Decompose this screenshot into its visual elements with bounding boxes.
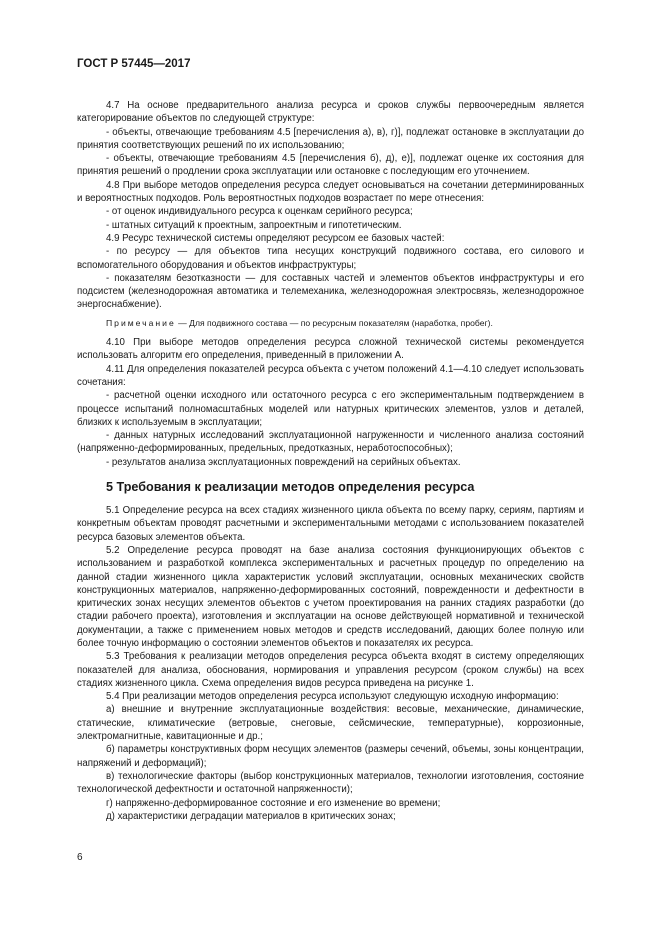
document-header: ГОСТ Р 57445—2017: [77, 58, 191, 70]
list-item: - объекты, отвечающие требованиям 4.5 [перечисления а), в), г)], подлежат остановке в эксплуатации до принятия соответствующих решений по их использованию;: [77, 126, 584, 151]
paragraph-4-9: 4.9 Ресурс технической системы определяют ресурсом ее базовых частей:: [106, 232, 445, 244]
paragraph-4-8: 4.8 При выборе методов определения ресурса следует основываться на сочетании детерминированных и вероятностных подходов. Роль вероятностных подходов возрастает по мере отнесения:: [77, 179, 584, 205]
list-item: б) параметры конструктивных форм несущих элементов (размеры сечений, объемы, зоны концентрации, напряжений и деформаций);: [77, 744, 584, 769]
list-item: в) технологические факторы (выбор конструкционных материалов, технологии изготовления, состояние технологической дефектности и остаточной напряженности);: [77, 770, 584, 796]
list-item: - результатов анализа эксплуатационных повреждений на серийных объектах.: [106, 456, 461, 468]
list-item: - данных натурных исследований эксплуатационной нагруженности и численного анализа состояний (напряженно-деформированных, предельных, предотказных, неработоспособных);: [77, 430, 584, 455]
note-label: Примечание: [106, 317, 176, 328]
paragraph-5-3: 5.3 Требования к реализации методов определения ресурса объекта входят в систему определяющих показателей для анализа, обоснования, нормирования и управления ресурсом (сроком службы) на всех стадиях жизненного цикла. Схема определения видов ресурса приведена на рисунке 1.: [77, 651, 584, 689]
note-text: — Для подвижного состава — по ресурсным показателям (наработка, пробег).: [175, 317, 493, 328]
list-item: - по ресурсу — для объектов типа несущих конструкций подвижного состава, его силового и вспомогательного оборудования и объектов инфраструктуры;: [77, 246, 584, 271]
list-item: - объекты, отвечающие требованиям 4.5 [перечисления б), д), е)], подлежат оценке их состояния для принятия решений о продлении срока эксплуатации или остановке с последующим его уточнением.: [77, 153, 584, 178]
list-item: а) внешние и внутренние эксплуатационные воздействия: весовые, механические, динамические, статические, климатические (ветровые, снеговые, сейсмические, температурные), коррозионные, электромагнитные, кавитационные и др.;: [77, 704, 584, 743]
paragraph-4-7: 4.7 На основе предварительного анализа ресурса и сроков службы первоочередным является категорирование объектов по следующей структуре:: [77, 100, 584, 125]
paragraph-4-10: 4.10 При выборе методов определения ресурса сложной технической системы рекомендуется использовать алгоритм его определения, приведенный в приложении А.: [77, 337, 584, 362]
paragraph-5-2: 5.2 Определение ресурса проводят на базе анализа состояния функционирующих объектов с использованием и разработкой комплекса экспериментальных и расчетных процедур по определению на данной стадии жизненного цикла характеристик условий эксплуатации, основных механических свойств конструкционных материалов, напряженно-деформированных состояний, поврежденности и дефектности в критических зонах несущих элементов объектов с учетом проектирования на ранних стадиях разработки (до стадии рабочего проекта), изготовления и эксплуатации на основе действующей нормативной и технической документации, а также с применением новых методов и средств исследований, дающих более полную или более точную информацию о состоянии элементов объектов и показателях их ресурса.: [77, 544, 584, 649]
document-body: [77, 99, 584, 823]
page-number: 6: [77, 852, 83, 863]
list-item: - штатных ситуаций к проектным, запроектным и гипотетическим.: [106, 219, 402, 231]
list-item: д) характеристики деградации материалов в критических зонах;: [106, 810, 396, 822]
section-5-title: 5 Требования к реализации методов определения ресурса: [106, 480, 475, 495]
paragraph-5-4: 5.4 При реализации методов определения ресурса используют следующую исходную информацию:: [106, 691, 559, 703]
list-item: г) напряженно-деформированное состояние и его изменение во времени;: [106, 797, 441, 809]
paragraph-4-11: 4.11 Для определения показателей ресурса объекта с учетом положений 4.1—4.10 следует использовать сочетания:: [77, 363, 584, 388]
paragraph-5-1: 5.1 Определение ресурса на всех стадиях жизненного цикла объекта по всему парку, сериям, партиям и конкретным объектам проводят расчетными и экспериментальными методами с использованием показателей ресурса базовых элементов объекта.: [77, 505, 584, 543]
list-item: - расчетной оценки исходного или остаточного ресурса с его экспериментальным подтверждением в процессе испытаний полномасштабных моделей или натурных критических элементов, узлов и деталей, близких к используемым в эксплуатации;: [77, 390, 584, 428]
note: [77, 317, 584, 330]
list-item: - показателям безотказности — для составных частей и элементов объектов инфраструктуры и его подсистем (железнодорожная автоматика и телемеханика, железнодорожная электросвязь, железнодорожное энергоснабжение).: [77, 272, 584, 311]
list-item: - от оценок индивидуального ресурса к оценкам серийного ресурса;: [106, 206, 413, 218]
